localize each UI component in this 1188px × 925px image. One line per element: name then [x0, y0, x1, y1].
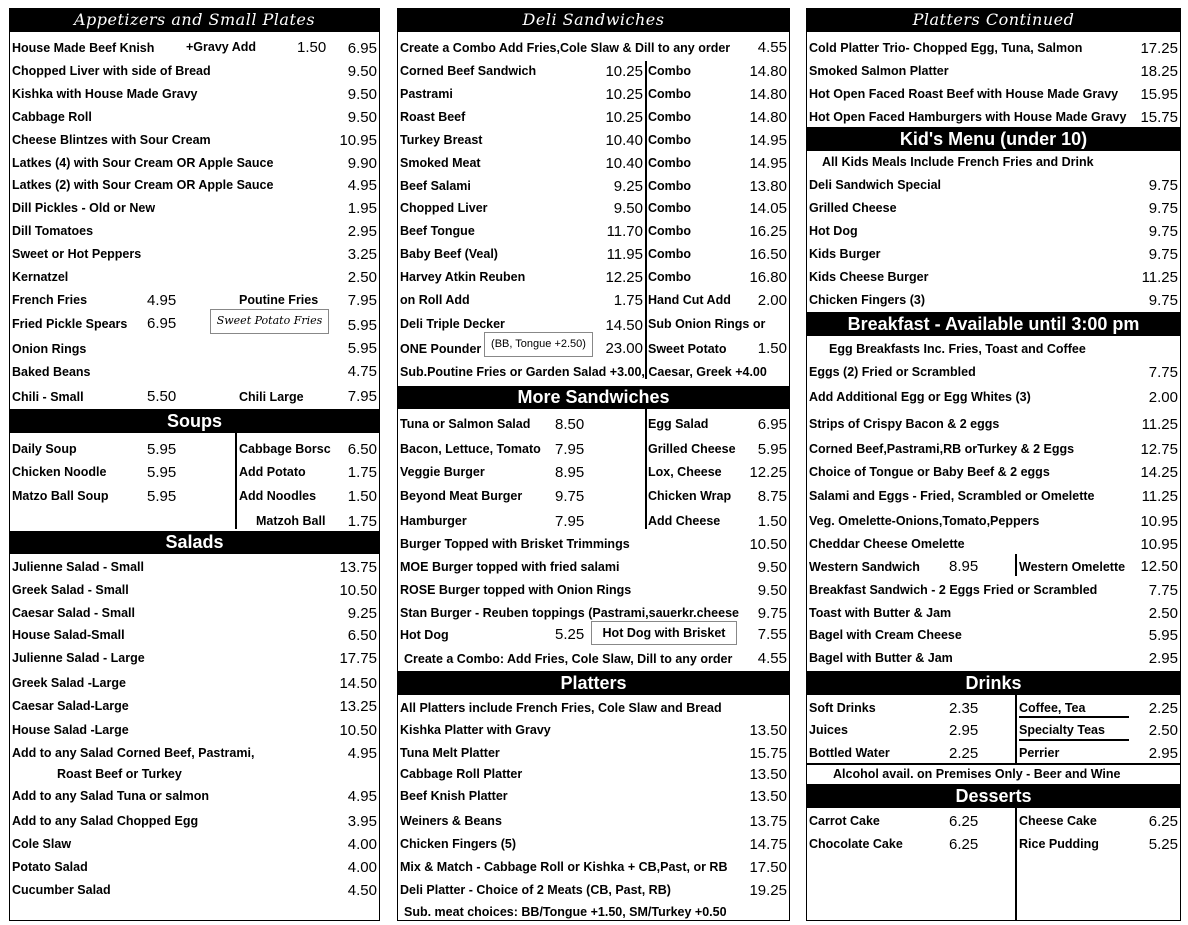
more-sandwich-price-2: 12.25 — [749, 464, 787, 481]
fried-pickle-spears: Fried Pickle Spears — [12, 317, 128, 331]
appetizers-column — [9, 8, 380, 921]
drink-price: 2.25 — [949, 745, 979, 762]
pickle-price: 6.95 — [147, 315, 177, 332]
breakfast-item-name: Add Additional Egg or Egg Whites (3) — [809, 390, 1031, 404]
more-sandwich-price-2: 5.95 — [757, 441, 787, 458]
appetizer-name: Latkes (4) with Sour Cream OR Apple Sauce — [12, 156, 274, 170]
sandwich-price: 11.70 — [606, 223, 643, 240]
onion-rings: Onion Rings — [12, 342, 87, 356]
appetizer-name: Dill Pickles - Old or New — [12, 201, 156, 215]
hot-dog-price: 5.25 — [555, 626, 585, 643]
baked-beans-price: 4.75 — [347, 363, 377, 380]
breakfast-item-name: Cheddar Cheese Omelette — [809, 537, 965, 551]
more-sandwich-name: Beyond Meat Burger — [400, 489, 523, 503]
sandwich-name: Beef Tongue — [400, 224, 475, 238]
breakfast-item-name: Strips of Crispy Bacon & 2 eggs — [809, 417, 1000, 431]
breakfast-item-price: 10.95 — [1140, 536, 1178, 553]
french-fries: French Fries — [12, 293, 88, 307]
salad-price: 13.25 — [339, 698, 377, 715]
appetizer-price: 6.95 — [347, 40, 377, 57]
soups-header: Soups — [10, 409, 379, 433]
salad-price: 13.75 — [339, 559, 377, 576]
drinks-header: Drinks — [807, 671, 1180, 695]
kids-item-price: 11.25 — [1141, 269, 1178, 286]
soups-divider — [235, 433, 237, 529]
appetizer-price: 2.50 — [347, 269, 377, 286]
sub-meat-note: Sub. meat choices: BB/Tongue +1.50, SM/Turkey +0.50 — [404, 905, 727, 919]
chili-large-price: 7.95 — [347, 388, 377, 405]
sandwich-combo-price: 14.05 — [749, 200, 787, 217]
more-divider — [645, 409, 647, 529]
salad-price: 14.50 — [339, 675, 377, 692]
platter-price: 13.50 — [749, 788, 787, 805]
hot-dog: Hot Dog — [400, 628, 449, 642]
poutine-fries: Poutine Fries — [239, 293, 319, 307]
platter-price: 14.75 — [749, 836, 787, 853]
soup-name-2: Cabbage Borsc — [239, 442, 331, 456]
appetizer-price: 9.50 — [347, 63, 377, 80]
breakfast-item-price: 11.25 — [1141, 488, 1178, 505]
sandwich-combo-price: 16.80 — [749, 269, 787, 286]
drink-name: Bottled Water — [809, 746, 890, 760]
kids-item-name: Grilled Cheese — [809, 201, 897, 215]
platter-continued-name: Hot Open Faced Hamburgers with House Made Gravy — [809, 110, 1127, 124]
drink-price: 2.95 — [949, 722, 979, 739]
matzoh-ball-price: 1.75 — [347, 513, 377, 530]
dessert-price-2: 5.25 — [1148, 836, 1178, 853]
combo-note-price: 4.55 — [757, 39, 787, 56]
sandwich-combo-price: 14.95 — [749, 155, 787, 172]
deli-column — [397, 8, 790, 921]
salad-extra-price: 4.00 — [347, 836, 377, 853]
platter-continued-price: 15.75 — [1140, 109, 1178, 126]
appetizer-name: Latkes (2) with Sour Cream OR Apple Sauce — [12, 178, 274, 192]
dessert-name: Carrot Cake — [809, 814, 880, 828]
platters-continued-header: Platters Continued — [807, 9, 1180, 32]
sweet-potato-sub: Sweet Potato — [648, 342, 727, 356]
more-sandwich-price: 7.95 — [555, 513, 585, 530]
platter-name: Weiners & Beans — [400, 814, 502, 828]
platter-price: 13.75 — [749, 813, 787, 830]
matzoh-ball: Matzoh Ball — [256, 514, 326, 528]
more-sandwich-price: 7.95 — [555, 441, 585, 458]
drinks-divider — [1015, 695, 1017, 763]
sandwich-name: Baby Beef (Veal) — [400, 247, 498, 261]
salad-price: 10.50 — [339, 582, 377, 599]
breakfast-item-2-name: Bagel with Butter & Jam — [809, 651, 953, 665]
sandwich-combo-price: 16.25 — [749, 223, 787, 240]
soup-price-2: 1.50 — [347, 488, 377, 505]
kids-item-price: 9.75 — [1148, 246, 1178, 263]
platter-price: 17.50 — [749, 859, 787, 876]
drink-name-2: Specialty Teas — [1019, 723, 1105, 737]
salad-name: House Salad-Small — [12, 628, 125, 642]
appetizer-price: 10.95 — [339, 132, 377, 149]
appetizer-name: Cheese Blintzes with Sour Cream — [12, 133, 211, 147]
platter-name: Cabbage Roll Platter — [400, 767, 523, 781]
drink-price: 2.35 — [949, 700, 979, 717]
kids-item-name: Hot Dog — [809, 224, 858, 238]
salad-name: Caesar Salad-Large — [12, 699, 129, 713]
appetizer-name: Sweet or Hot Peppers — [12, 247, 142, 261]
more-sandwich-name-2: Egg Salad — [648, 417, 709, 431]
more-sandwich-price: 8.50 — [555, 416, 585, 433]
pounder-note-box — [484, 332, 593, 357]
drink-price-2: 2.25 — [1148, 700, 1178, 717]
sandwich-name: Roast Beef — [400, 110, 466, 124]
sandwich-name: Pastrami — [400, 87, 453, 101]
salad-extra-name: Potato Salad — [12, 860, 88, 874]
combo-note-2: Create a Combo: Add Fries, Cole Slaw, Dill to any order — [404, 652, 733, 666]
breakfast-item-name: Corned Beef,Pastrami,RB orTurkey & 2 Eggs — [809, 442, 1075, 456]
poutine-price: 7.95 — [347, 292, 377, 309]
more-sandwich-price-2: 6.95 — [757, 416, 787, 433]
sandwich-combo-label: Combo — [648, 87, 692, 101]
sweet-potato-sub-price: 1.50 — [757, 340, 787, 357]
sub-note: Sub.Poutine Fries or Garden Salad +3.00, Caesar, Greek +4.00 — [400, 365, 767, 379]
appetizer-price: 9.50 — [347, 109, 377, 126]
drink-name: Juices — [809, 723, 848, 737]
deli-divider — [645, 61, 647, 379]
breakfast-item-2-name: Toast with Butter & Jam — [809, 606, 952, 620]
pounder-note: (BB, Tongue +2.50) — [491, 338, 586, 350]
western-sandwich-price: 8.95 — [949, 558, 979, 575]
hot-dog-brisket-price: 7.55 — [757, 626, 787, 643]
sandwich-price: 10.40 — [605, 132, 643, 149]
sandwich-name: Chopped Liver — [400, 201, 488, 215]
more-sandwich-price-2: 1.50 — [757, 513, 787, 530]
drinks-underline-1 — [1019, 716, 1129, 718]
sandwich-combo-label: Combo — [648, 224, 692, 238]
breakfast-item-price: 11.25 — [1141, 416, 1178, 433]
salad-name: Julienne Salad - Large — [12, 651, 145, 665]
burger-price: 9.50 — [757, 559, 787, 576]
salad-extra-price: 4.00 — [347, 859, 377, 876]
dessert-price: 6.25 — [949, 836, 979, 853]
platter-continued-price: 17.25 — [1140, 40, 1178, 57]
breakfast-item-2-price: 2.95 — [1148, 650, 1178, 667]
salad-price: 17.75 — [339, 650, 377, 667]
soup-name-2: Add Noodles — [239, 489, 317, 503]
sandwich-combo-price: 13.80 — [749, 178, 787, 195]
breakfast-item-name: Choice of Tongue or Baby Beef & 2 eggs — [809, 465, 1050, 479]
sandwich-price: 10.25 — [605, 63, 643, 80]
triple-price: 14.50 — [605, 317, 643, 334]
appetizers-header: Appetizers and Small Plates — [10, 9, 379, 32]
sandwich-combo-label: Combo — [648, 201, 692, 215]
platters-header: Platters — [398, 671, 789, 695]
on-roll: on Roll Add — [400, 293, 470, 307]
appetizer-price: 2.95 — [347, 223, 377, 240]
salad-extra-price: 4.95 — [347, 788, 377, 805]
burger-name: MOE Burger topped with fried salami — [400, 560, 620, 574]
kids-menu-header: Kid's Menu (under 10) — [807, 127, 1180, 151]
alcohol-note: Alcohol avail. on Premises Only - Beer and Wine — [833, 767, 1121, 781]
salad-extra-name: Cole Slaw — [12, 837, 72, 851]
platter-price: 15.75 — [749, 745, 787, 762]
platter-name: Beef Knish Platter — [400, 789, 508, 803]
soup-name: Matzo Ball Soup — [12, 489, 109, 503]
chili-small: Chili - Small — [12, 390, 84, 404]
drink-price-2: 2.50 — [1148, 722, 1178, 739]
hot-dog-brisket-box — [591, 621, 737, 645]
sandwich-combo-price: 14.80 — [749, 86, 787, 103]
more-sandwich-name: Bacon, Lettuce, Tomato — [400, 442, 541, 456]
platter-continued-name: Smoked Salmon Platter — [809, 64, 949, 78]
platter-continued-name: Hot Open Faced Roast Beef with House Made Gravy — [809, 87, 1119, 101]
salad-price: 6.50 — [347, 627, 377, 644]
breakfast-item-2-price: 7.75 — [1148, 582, 1178, 599]
burger-price: 9.75 — [757, 605, 787, 622]
sub-onion-rings: Sub Onion Rings or — [648, 317, 766, 331]
sandwich-price: 12.25 — [605, 269, 643, 286]
dessert-name-2: Rice Pudding — [1019, 837, 1099, 851]
salads-header: Salads — [10, 531, 379, 554]
appetizer-name: Dill Tomatoes — [12, 224, 94, 238]
kids-item-price: 9.75 — [1148, 292, 1178, 309]
breakfast-item-2-price: 5.95 — [1148, 627, 1178, 644]
kids-item-name: Kids Burger — [809, 247, 881, 261]
appetizer-price: 9.90 — [347, 155, 377, 172]
sandwich-price: 10.25 — [605, 86, 643, 103]
sandwich-price: 9.25 — [613, 178, 643, 195]
platter-name: Tuna Melt Platter — [400, 746, 500, 760]
platter-continued-price: 15.95 — [1140, 86, 1178, 103]
platter-name: Kishka Platter with Gravy — [400, 723, 551, 737]
sandwich-price: 11.95 — [606, 246, 643, 263]
breakfast-item-price: 2.00 — [1148, 389, 1178, 406]
gravy-add: +Gravy Add — [186, 40, 257, 54]
salad-extra-price: 3.95 — [347, 813, 377, 830]
more-sandwich-name-2: Add Cheese — [648, 514, 721, 528]
hot-dog-brisket: Hot Dog with Brisket — [602, 626, 726, 640]
burger-name: ROSE Burger topped with Onion Rings — [400, 583, 632, 597]
sandwich-combo-label: Combo — [648, 247, 692, 261]
kids-item-price: 9.75 — [1148, 223, 1178, 240]
hand-cut-price: 2.00 — [757, 292, 787, 309]
kids-item-name: Deli Sandwich Special — [809, 178, 941, 192]
western-omelette: Western Omelette — [1019, 560, 1126, 574]
platter-continued-name: Cold Platter Trio- Chopped Egg, Tuna, Salmon — [809, 41, 1083, 55]
sandwich-name: Corned Beef Sandwich — [400, 64, 537, 78]
sweet-potato-price: 5.95 — [347, 317, 377, 334]
sandwich-combo-price: 16.50 — [749, 246, 787, 263]
dessert-price-2: 6.25 — [1148, 813, 1178, 830]
platter-name: Chicken Fingers (5) — [400, 837, 516, 851]
burger-name: Stan Burger - Reuben toppings (Pastrami,sauerkr.cheese — [400, 606, 739, 620]
breakfast-item-2-price: 2.50 — [1148, 605, 1178, 622]
sandwich-name: Turkey Breast — [400, 133, 483, 147]
burger-price: 9.50 — [757, 582, 787, 599]
appetizer-price: 4.95 — [347, 177, 377, 194]
more-sandwich-name: Hamburger — [400, 514, 467, 528]
salad-price: 4.95 — [347, 745, 377, 762]
sweet-potato-fries-box — [210, 309, 329, 334]
drink-price-2: 2.95 — [1148, 745, 1178, 762]
appetizer-name: Kernatzel — [12, 270, 69, 284]
more-sandwich-price-2: 8.75 — [757, 488, 787, 505]
salad-extra-name: Add to any Salad Chopped Egg — [12, 814, 199, 828]
soup-name: Daily Soup — [12, 442, 77, 456]
sandwich-combo-price: 14.95 — [749, 132, 787, 149]
sandwich-combo-label: Combo — [648, 270, 692, 284]
more-sandwich-name-2: Chicken Wrap — [648, 489, 732, 503]
more-sandwich-name: Tuna or Salmon Salad — [400, 417, 531, 431]
platter-price: 13.50 — [749, 766, 787, 783]
breakfast-item-price: 14.25 — [1140, 464, 1178, 481]
platters-note: All Platters include French Fries, Cole Slaw and Bread — [400, 701, 722, 715]
more-sandwich-name-2: Lox, Cheese — [648, 465, 722, 479]
on-roll-price: 1.75 — [613, 292, 643, 309]
salad-name: House Salad -Large — [12, 723, 129, 737]
platter-price: 13.50 — [749, 722, 787, 739]
salad-name: Add to any Salad Corned Beef, Pastrami, — [12, 746, 255, 760]
dessert-name-2: Cheese Cake — [1019, 814, 1097, 828]
breakfast-item-name: Salami and Eggs - Fried, Scrambled or Omelette — [809, 489, 1095, 503]
sandwich-price: 9.50 — [613, 200, 643, 217]
soup-price: 5.95 — [147, 488, 177, 505]
desserts-divider — [1015, 808, 1017, 920]
more-sandwich-name-2: Grilled Cheese — [648, 442, 736, 456]
kids-item-price: 9.75 — [1148, 177, 1178, 194]
sandwich-name: Beef Salami — [400, 179, 471, 193]
sandwich-combo-price: 14.80 — [749, 109, 787, 126]
chili-small-price: 5.50 — [147, 388, 177, 405]
western-omelette-price: 12.50 — [1140, 558, 1178, 575]
french-fries-price: 4.95 — [147, 292, 177, 309]
drinks-underline-2 — [1019, 739, 1129, 741]
chili-large: Chili Large — [239, 390, 304, 404]
drink-name-2: Perrier — [1019, 746, 1060, 760]
breakfast-item-2-name: Bagel with Cream Cheese — [809, 628, 962, 642]
salad-name: Greek Salad -Large — [12, 676, 126, 690]
appetizer-name: Chopped Liver with side of Bread — [12, 64, 211, 78]
appetizer-price: 9.50 — [347, 86, 377, 103]
onion-rings-price: 5.95 — [347, 340, 377, 357]
breakfast-item-price: 10.95 — [1140, 513, 1178, 530]
baked-beans: Baked Beans — [12, 365, 91, 379]
sandwich-combo-label: Combo — [648, 64, 692, 78]
dessert-price: 6.25 — [949, 813, 979, 830]
gravy-price: 1.50 — [297, 39, 327, 56]
burger-price: 10.50 — [749, 536, 787, 553]
appetizer-price: 1.95 — [347, 200, 377, 217]
more-sandwiches-header: More Sandwiches — [398, 386, 789, 409]
combo-note-2-price: 4.55 — [757, 650, 787, 667]
salad-name: Caesar Salad - Small — [12, 606, 135, 620]
salad-extra-price: 4.50 — [347, 882, 377, 899]
drinks-bottom-line — [807, 763, 1180, 765]
kids-item-price: 9.75 — [1148, 200, 1178, 217]
breakfast-header: Breakfast - Available until 3:00 pm — [807, 312, 1180, 336]
breakfast-item-price: 7.75 — [1148, 364, 1178, 381]
hand-cut: Hand Cut Add — [648, 293, 731, 307]
drink-name-2: Coffee, Tea — [1019, 701, 1086, 715]
kids-item-name: Kids Cheese Burger — [809, 270, 929, 284]
pounder-price: 23.00 — [605, 340, 643, 357]
desserts-header: Desserts — [807, 784, 1180, 808]
appetizer-price: 3.25 — [347, 246, 377, 263]
soup-name-2: Add Potato — [239, 465, 306, 479]
sweet-potato-fries: Sweet Potato Fries — [216, 314, 323, 327]
sandwich-price: 10.25 — [605, 109, 643, 126]
soup-price-2: 1.75 — [347, 464, 377, 481]
breakfast-item-name: Eggs (2) Fried or Scrambled — [809, 365, 976, 379]
sandwich-combo-label: Combo — [648, 156, 692, 170]
one-pounder: ONE Pounder — [400, 342, 482, 356]
drink-name: Soft Drinks — [809, 701, 876, 715]
appetizer-name: Cabbage Roll — [12, 110, 92, 124]
salad-extra-name: Add to any Salad Tuna or salmon — [12, 789, 210, 803]
breakfast-note: Egg Breakfasts Inc. Fries, Toast and Coffee — [829, 342, 1086, 356]
soup-price: 5.95 — [147, 441, 177, 458]
sandwich-combo-label: Combo — [648, 179, 692, 193]
roast-beef-turkey: Roast Beef or Turkey — [57, 767, 182, 781]
platter-continued-price: 18.25 — [1140, 63, 1178, 80]
combo-note: Create a Combo Add Fries,Cole Slaw & Dill to any order — [400, 41, 731, 55]
deli-header: Deli Sandwiches — [398, 9, 789, 32]
western-divider — [1015, 554, 1017, 576]
kids-item-name: Chicken Fingers (3) — [809, 293, 925, 307]
salad-name: Julienne Salad - Small — [12, 560, 144, 574]
burger-name: Burger Topped with Brisket Trimmings — [400, 537, 630, 551]
more-sandwich-name: Veggie Burger — [400, 465, 485, 479]
salad-price: 9.25 — [347, 605, 377, 622]
sandwich-combo-label: Combo — [648, 133, 692, 147]
western-sandwich: Western Sandwich — [809, 560, 920, 574]
platter-name: Mix & Match - Cabbage Roll or Kishka + CB,Past, or RB — [400, 860, 728, 874]
breakfast-item-name: Veg. Omelette-Onions,Tomato,Peppers — [809, 514, 1040, 528]
platter-price: 19.25 — [749, 882, 787, 899]
soup-price-2: 6.50 — [347, 441, 377, 458]
sandwich-combo-price: 14.80 — [749, 63, 787, 80]
more-sandwich-price: 8.95 — [555, 464, 585, 481]
salad-extra-name: Cucumber Salad — [12, 883, 111, 897]
kids-note: All Kids Meals Include French Fries and Drink — [822, 155, 1094, 169]
sandwich-price: 10.40 — [605, 155, 643, 172]
appetizer-name: House Made Beef Knish — [12, 41, 155, 55]
salad-price: 10.50 — [339, 722, 377, 739]
platter-name: Deli Platter - Choice of 2 Meats (CB, Past, RB) — [400, 883, 671, 897]
sandwich-name: Harvey Atkin Reuben — [400, 270, 526, 284]
sandwich-combo-label: Combo — [648, 110, 692, 124]
salad-name: Greek Salad - Small — [12, 583, 129, 597]
platters-continued-column — [806, 8, 1181, 921]
appetizer-name: Kishka with House Made Gravy — [12, 87, 198, 101]
more-sandwich-price: 9.75 — [555, 488, 585, 505]
dessert-name: Chocolate Cake — [809, 837, 903, 851]
breakfast-item-2-name: Breakfast Sandwich - 2 Eggs Fried or Scrambled — [809, 583, 1098, 597]
breakfast-item-price: 12.75 — [1140, 441, 1178, 458]
triple-decker: Deli Triple Decker — [400, 317, 505, 331]
sandwich-name: Smoked Meat — [400, 156, 481, 170]
soup-name: Chicken Noodle — [12, 465, 107, 479]
soup-price: 5.95 — [147, 464, 177, 481]
